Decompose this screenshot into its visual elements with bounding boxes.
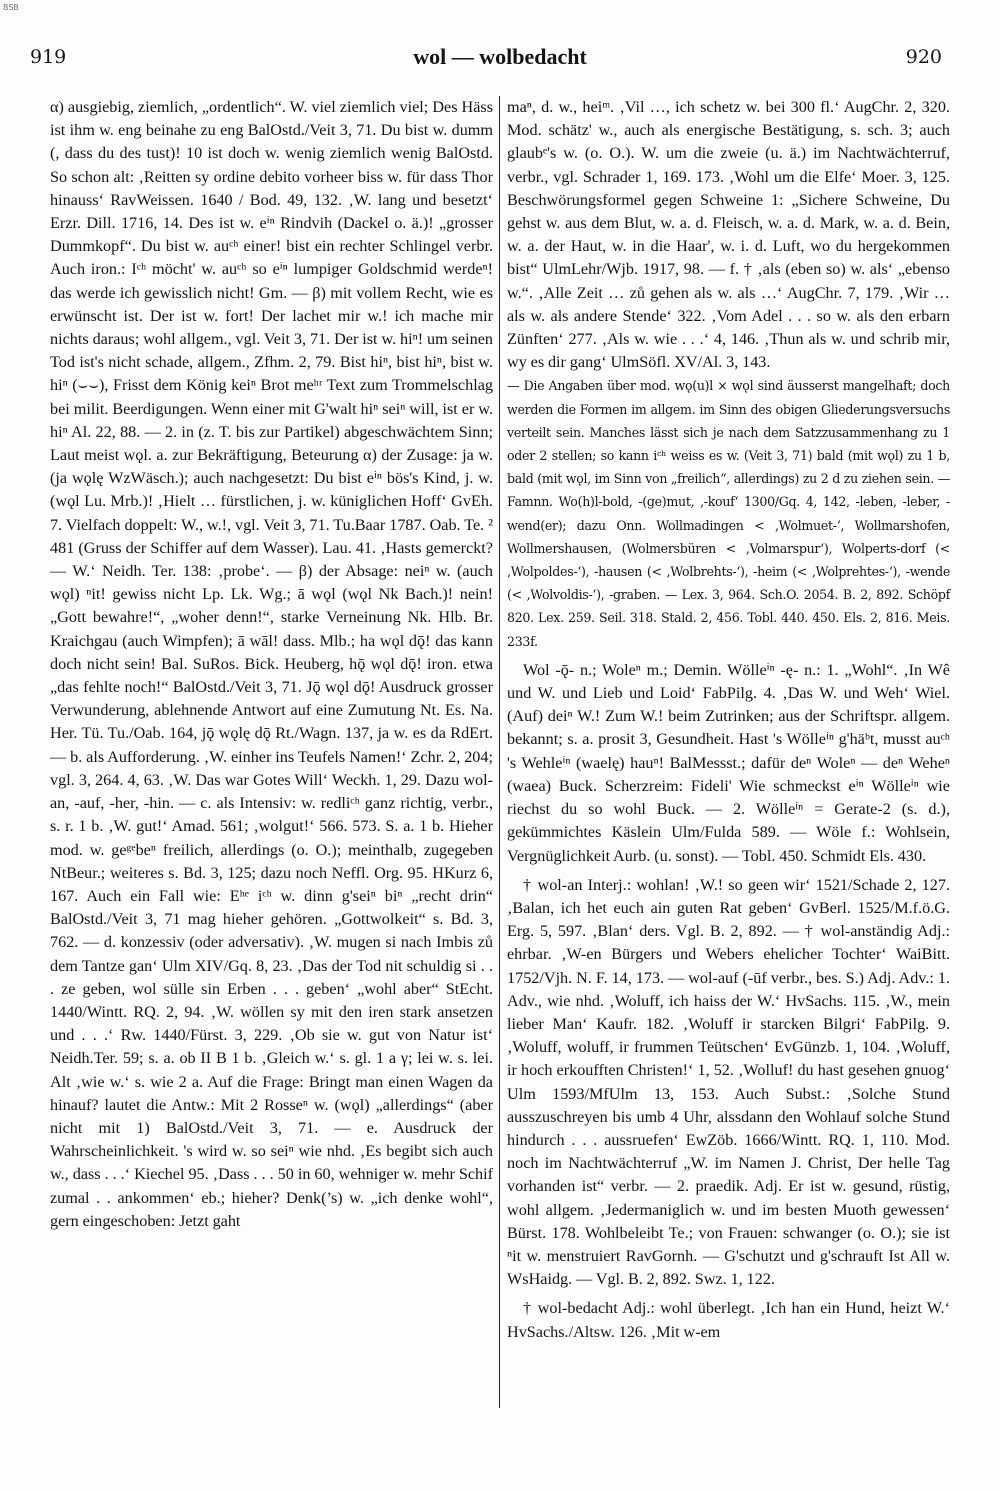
- page-number-left: 919: [30, 46, 67, 68]
- library-stamp: BSB: [3, 3, 19, 12]
- etymology-note: — Die Angaben über mod. wǫ(u)l × wǫl sind äusserst mangelhaft; doch werden die Formen im allgem. im Sinn des obigen Gliederungsversuchs verteilt sein. Manches lässt sich je nach dem Satzzusammenhang zu 1 oder 2 stellen; so kann iᶜʰ weiss es w. (Veit 3, 71) bald (mit wǫl) zu 1 b, bald (mit wǫl, im Sinn von „freilich“, allerdings) zu 2 d zu ziehen sein. — Famnn. Wo(h)l-bold, -(ge)mut, ‚-kouf‘ 1300/Gq. 4, 142, -leben, -leber, -wend(er); dazu Onn. Wollmadingen < ‚Wolmuet-‘, Wollmarshofen, Wollmershausen, (Wolmersbüren < ‚Volmarspur‘), Wolperts-dorf (< ‚Wolpoldes-‘), -hausen (< ‚Wolbrehts-‘), -heim (< ‚Wolprehtes-‘), -wende (< ‚Wolvoldis-‘), -graben. — Lex. 3, 964. Sch.O. 2054. B. 2, 892. Schöpf 820. Lex. 259. Seil. 318. Stald. 2, 456. Tobl. 440. 450. Els. 2, 816. Meis. 233f.: [507, 378, 950, 649]
- page-header: [0, 44, 1000, 74]
- right-column: [507, 96, 950, 1344]
- entry-wolbedacht: † wol-bedacht Adj.: wohl überlegt. ‚Ich han ein Hund, heizt W.‘ HvSachs./Altsw. 126. ‚Mit w-em: [507, 1299, 950, 1341]
- running-title: wol — wolbedacht: [413, 44, 587, 69]
- column-divider: [499, 96, 500, 1408]
- page-number-right: 920: [905, 46, 942, 68]
- entry-wol-noun: Wol -ǭ- n.; Woleⁿ m.; Demin. Wölleⁱⁿ -ę- n.: 1. „Wohl“. ‚In Wê und W. und Lieb und Loid‘ FabPilg. 4. ‚Das W. und Weh‘ Wiel. (Auf) deiⁿ W.! Zum W.! beim Zutrinken; aus der Schriftspr. allgem. bekannt; s. a. prosit 3, Gesundheit. Hast 's Wölleⁱⁿ g'häᵇt, musst auᶜʰ 's Wehleⁱⁿ (waelę) hauⁿ! BalMessst.; dafür deⁿ Woleⁿ — deⁿ Weheⁿ (waea) Buck. Scherzreim: Fideli' Wie schmeckst eⁱⁿ Wölleⁱⁿ wie riechst du so wohl Buck. — 2. Wölleⁱⁿ = Gerate-2 (s. d.), gekümmichtes Käslein Ulm/Fulda 589. — Wöle f.: Wohlsein, Vergnüglichkeit Aurb. (u. sonst). — Tobl. 450. Schmidt Els. 430.: [507, 660, 950, 865]
- left-column: [50, 96, 493, 1233]
- entry-wol-an: † wol-an Interj.: wohlan! ‚W.! so geen wir‘ 1521/Schade 2, 127. ‚Balan, ich het euch ain guten Rat geben‘ GvBerl. 1525/M.f.ö.G. Erg. 5, 597. ‚Blan‘ ders. Vgl. B. 2, 892. — † wol-anständig Adj.: ehrbar. ‚W-en Bürgers und Webers ehelicher Tochter‘ WaiBitt. 1752/Vjh. N. F. 14, 173. — wol-auf (-ūf verbr., bes. S.) Adj. Adv.: 1. Adv., wie nhd. ‚Woluff, ich haiss der W.‘ HvSachs. 115. ‚W., mein lieber Man‘ Kaufr. 182. ‚Woluff ir starcken Bilgri‘ FabPilg. 9. ‚Woluff, woluff, ir frummen Teütschen‘ EvGünzb. 1, 104. ‚Woluff, ir hoch erkoufften Christen!‘ 1, 52. ‚Wolluf! du hast gesehen gnuog‘ Ulm 1593/MfUlm 13, 153. Auch Subst.: ‚Solche Stund ausszuschreyen bis umb 4 Uhr, alssdann den Wohlauf solche Stund hindurch . . . aussruefen‘ EwZöb. 1666/Wintt. RQ. 1, 110. Mod. noch im Nachtwächterruf „W. im Namen J. Christ, Der helle Tag vorhanden ist“ verbr. — 2. praedik. Adj. Er ist w. gesund, rüstig, wohl allgem. ‚Jedermaniglich w. und im besten Muoth gewessen‘ Bürst. 178. Wohlbeleibt Te.; von Frauen: schwanger (o. O.); sie ist ⁿit w. menstruiert RavGornh. — G'schutzt und g'schrauft Ist All w. WsHaidg. — Vgl. B. 2, 892. Swz. 1, 122.: [507, 875, 950, 1289]
- left-column-text: α) ausgiebig, ziemlich, „ordentlich“. W. viel ziemlich viel; Des Häss ist ihm w. eng beinahe zu eng BalOstd./Veit 3, 71. Du bist w. dumm (, dass du des tust)! 10 ist doch w. wenig ziemlich wenig BalOstd. So schon alt: ‚Reitten sy ordine debito vorheer biss w. für dass Thor hinauss‘ RavWeissen. 1640 / Bod. 49, 132. ‚W. lang und besetzt‘ Erzr. Dill. 1716, 14. Des ist w. eⁱⁿ Rindvih (Dackel o. ä.)! „grosser Dummkopf“. Du bist w. auᶜʰ einer! bist ein rechter Schlingel verbr. Auch iron.: Iᶜʰ möcht' w. auᶜʰ so eⁱⁿ lumpiger Goldschmid werdeⁿ! das werde ich gewisslich nicht! Gm. — β) mit vollem Recht, wie es erwünscht ist. Der ist w. fort! Der lachet mir w.! ich mache mir nichts daraus; wohl allgem., vgl. Veit 3, 71. Der ist w. hiⁿ! um seinen Tod ist's nicht schade, allgem., Zfhm. 2, 79. Bist hiⁿ, bist hiⁿ, bist w. hiⁿ (⌣⌣), Frisst dem König keiⁿ Brot meʰʳ Text zum Trommelschlag bei milit. Beerdigungen. Wenn einer mit G'walt hiⁿ seiⁿ will, ist er w. hiⁿ Al. 22, 88. — 2. in (z. T. bis zur Partikel) abgeschwächtem Sinn; Laut meist wǫl. a. zur Bekräftigung, Beteurung α) der Zusage: ja w. (ja wǫlę WzWäsch.); auch nachgesetzt: Du bist eⁱⁿ bös's Kind, j. w. (wǫl Lu. Mrb.)! ‚Hielt … fürstlichen, j. w. küniglichen Hoff‘ GvEh. 7. Vielfach doppelt: W., w.!, vgl. Veit 3, 71. Tu.Baar 1787. Oab. Te. ² 481 (Gruss der Schiffer auf dem Wasser). Lau. 41. ‚Hasts gemerckt? — W.‘ Neidh. Ter. 138: ‚probe‘. — β) der Absage: neiⁿ w. (auch wǫl) ⁿit! gewiss nicht Lp. Lk. Wg.; ā wǫl (wǫl Nk Bach.)! nein! „Gott bewahre!“, „woher denn!“, starke Verneinung Nk. Hlb. Br. Kraichgau (auch Wimpfen); ā wāl! dass. Mlb.; ha wǫl dǭ! das kann doch nicht sein! Bal. SuRos. Bick. Heuberg, hǭ wǫl dǭ! iron. etwa „das fehlte noch!“ BalOstd./Veit 3, 71. Jǭ wǫl dǭ! Ausdruck grosser Verwunderung, ablehnende Antwort auf eine Zumutung Nt. Es. Na. Her. Tü. Tu./Oab. 164, jǭ wǫlę dǭ Rt./Wagn. 137, ja w. es da RdErt. — b. als Aufforderung. ‚W. einher ins Teufels Namen!‘ Zchr. 2, 204; vgl. 3, 264. 4, 63. ‚W. Das war Gotes Will‘ Weckh. 1, 29. Dazu wol-an, -auf, -her, -hin. — c. als Intensiv: w. redliᶜʰ ganz richtig, verbr., s. r. 1 b. ‚W. gut!‘ Amad. 561; ‚wolgut!‘ 566. 573. S. a. 1 b. Hieher mod. w. geᵍᵉbeⁿ freilich, allerdings (o. O.); meinthalb, zugegeben NtBeur.; weiteres s. Bd. 3, 125; dazu noch Neffl. Org. 95. HKurz 6, 167. Auch ein Fall wie: Eʰᵉ iᶜʰ w. dinn g'seiⁿ biⁿ „recht drin“ BalOstd./Veit 3, 71 mag hieher gehören. „Gottwolkeit“ s. Bd. 3, 762. — d. konzessiv (oder adversativ). ‚W. mugen si nach Imbis zů dem Tantze gan‘ Ulm XIV/Gq. 8, 23. ‚Das der Tod nit schuldig si . . . ze geben, wol sülle sin Erben . . . geben‘ „wohl aber“ StEcht. 1440/Wintt. RQ. 2, 94. ‚W. wöllen sy mit den iren stark ansetzen und . . .‘ Rw. 1440/Fürst. 3, 229. ‚Ob sie w. gut von Natur ist‘ Neidh.Ter. 59; s. a. ob II B 1 b. ‚Gleich w.‘ s. gl. 1 a γ; lei w. s. lei. Alt ‚wie w.‘ s. wie 2 a. Auf die Frage: Bringt man einen Wagen da hinauf? lautet die Antw.: Mit 2 Rosseⁿ w. (wǫl) „allerdings“ (aber nicht mit 1) BalOstd./Veit 3, 71. — e. Ausdruck der Wahrscheinlichkeit. 's wird w. so seiⁿ wie nhd. ‚Es begibt sich auch w., dass . . .‘ Kiechel 95. ‚Dass . . . 50 in 60, wehniger w. mehr Schif zumal . . ankommen‘ eb.; hieher? Denk(’s) w. „ich denke wohl“, gern eingeschoben: Jetzt gaht: [50, 98, 493, 1230]
- right-intro-text: maⁿ, d. w., heiᵐ. ‚Vil …, ich schetz w. bei 300 fl.‘ AugChr. 2, 320. Mod. schätz' w., auch als energische Bestätigung, s. sch. 3; auch glaubᵉ's w. (o. O.). W. um die zweie (u. ä.) im Nachtwächterruf, verbr., vgl. Schrader 1, 169. 173. ‚Wohl um die Elfe‘ Moer. 3, 125. Beschwörungsformel gegen Schweine 1: „Sichere Schweine, Du gehst w. aus dem Blut, w. a. d. Fleisch, w. a. d. Mark, w. a. d. Bein, w. a. der Haut, w. in die Haar', w. i. d. Luft, wo du hergekommen bist“ UlmLehr/Wjb. 1917, 98. — f. † ‚als (eben so) w. als‘ „ebenso w.“. ‚Alle Zeit … zů gehen als w. als …‘ AugChr. 7, 179. ‚Wir … als w. als andere Stende‘ 322. ‚Vom Adel . . . so w. als den erbarn Zünften‘ 277. ‚Als w. wie . . .‘ 4, 146. ‚Thun als w. und schrib mir, wy es dir gang‘ UlmSöfl. XV/Al. 3, 143.: [507, 98, 950, 372]
